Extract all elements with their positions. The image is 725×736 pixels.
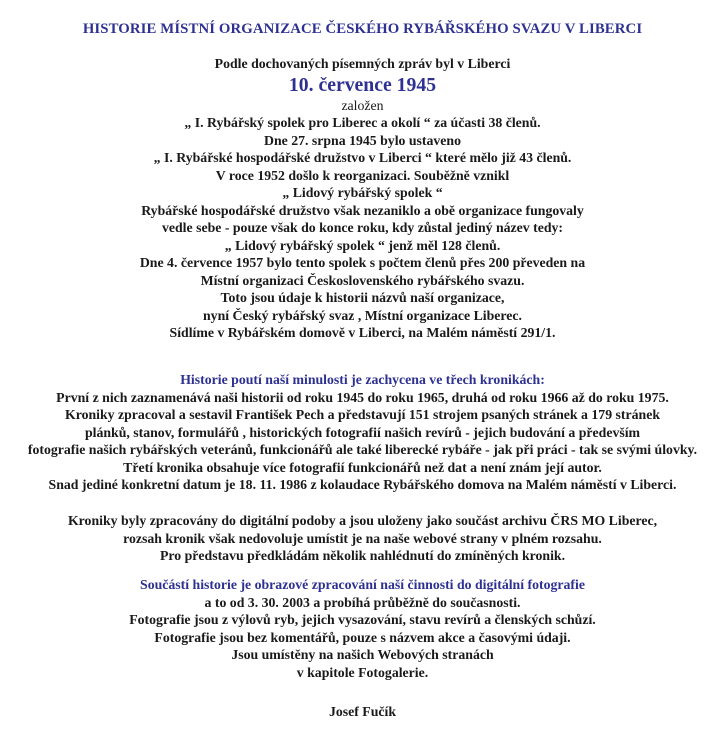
photos-line: v kapitole Fotogalerie. bbox=[296, 664, 429, 680]
digital-block bbox=[0, 512, 725, 565]
chronicles-line: fotografie našich rybářských veteránů, funkcionářů ale také liberecké rybáře - jak při práci - tak se svými úlovky. bbox=[27, 442, 698, 457]
founding-date: 10. července 1945 bbox=[288, 73, 437, 96]
photos-block bbox=[0, 576, 725, 681]
intro-line: Toto jsou údaje k historii názvů naší organizace, bbox=[220, 290, 505, 305]
page-title: HISTORIE MÍSTNÍ ORGANIZACE ČESKÉHO RYBÁŘSKÉHO SVAZU V LIBERCI bbox=[82, 21, 643, 37]
intro-block bbox=[0, 55, 725, 342]
intro-line: Rybářské hospodářské družstvo však nezaniklo a obě organizace fungovaly bbox=[141, 202, 584, 218]
chronicles-line: Třetí kronika obsahuje více fotografií funkcionářů než dat a není znám její autor. bbox=[123, 459, 602, 475]
intro-line: Podle dochovaných písemných zpráv byl v Liberci bbox=[214, 56, 511, 71]
chronicles-block bbox=[0, 371, 725, 494]
chronicles-line: Kroniky zpracoval a sestavil František Pech a představují 151 strojem psaných stránek a 179 stránek bbox=[64, 407, 661, 422]
founded-word: založen bbox=[341, 97, 384, 113]
intro-line: Místní organizaci Československého rybářského svazu. bbox=[200, 272, 525, 288]
intro-line: „ Lidový rybářský spolek “ bbox=[282, 185, 443, 200]
digital-line: rozsah kronik však nedovoluje umístit je na naše webové strany v plném rozsahu. bbox=[123, 530, 602, 546]
intro-line: vedle sebe - pouze však do konce roku, kdy zůstal jediný název tedy: bbox=[161, 220, 564, 235]
intro-line: V roce 1952 došlo k reorganizaci. Souběžně vznikl bbox=[215, 167, 510, 183]
photos-line: Jsou umístěny na našich Webových stranách bbox=[231, 647, 494, 662]
intro-line: Sídlíme v Rybářském domově v Liberci, na Malém náměstí 291/1. bbox=[169, 325, 556, 340]
photos-line: a to od 3. 30. 2003 a probíhá průběžně do současnosti. bbox=[204, 594, 521, 610]
chronicles-line: Snad jediné konkretní datum je 18. 11. 1986 z kolaudace Rybářského domova na Malém náměstí v Liberci. bbox=[48, 477, 677, 492]
photos-heading: Součástí historie je obrazové zpracování naší činnosti do digitální fotografie bbox=[140, 577, 585, 592]
author-name: Josef Fučík bbox=[328, 704, 397, 719]
chronicles-line: První z nich zaznamenává naši historii od roku 1945 do roku 1965, druhá od roku 1966 až do roku 1975. bbox=[56, 389, 669, 405]
intro-line: „ I. Rybářské hospodářské družstvo v Liberci “ které mělo již 43 členů. bbox=[153, 150, 572, 165]
intro-line: „ Lidový rybářský spolek “ jenž měl 128 členů. bbox=[224, 237, 501, 253]
digital-line: Kroniky byly zpracovány do digitální podoby a jsou uloženy jako součást archivu ČRS MO Liberec, bbox=[67, 513, 658, 528]
photos-line: Fotografie jsou bez komentářů, pouze s názvem akce a časovými údaji. bbox=[154, 629, 571, 645]
digital-line: Pro představu předkládám několik nahlédnutí do zmíněných kronik. bbox=[159, 548, 566, 563]
intro-line: Dne 4. července 1957 bylo tento spolek s počtem členů přes 200 převeden na bbox=[139, 255, 586, 270]
intro-line: Dne 27. srpna 1945 bylo ustaveno bbox=[263, 132, 462, 148]
chronicles-line: plánků, stanov, formulářů , historických fotografií našich revírů - jejich budování a především bbox=[84, 424, 641, 440]
intro-line: „ I. Rybářský spolek pro Liberec a okolí “ za účasti 38 členů. bbox=[184, 115, 541, 130]
photos-line: Fotografie jsou z výlovů ryb, jejich vysazování, stavu revírů a členských schůzí. bbox=[129, 612, 596, 627]
intro-line: nyní Český rybářský svaz , Místní organizace Liberec. bbox=[203, 307, 522, 323]
chronicles-heading: Historie poutí naší minulosti je zachycena ve třech kronikách: bbox=[180, 372, 545, 387]
